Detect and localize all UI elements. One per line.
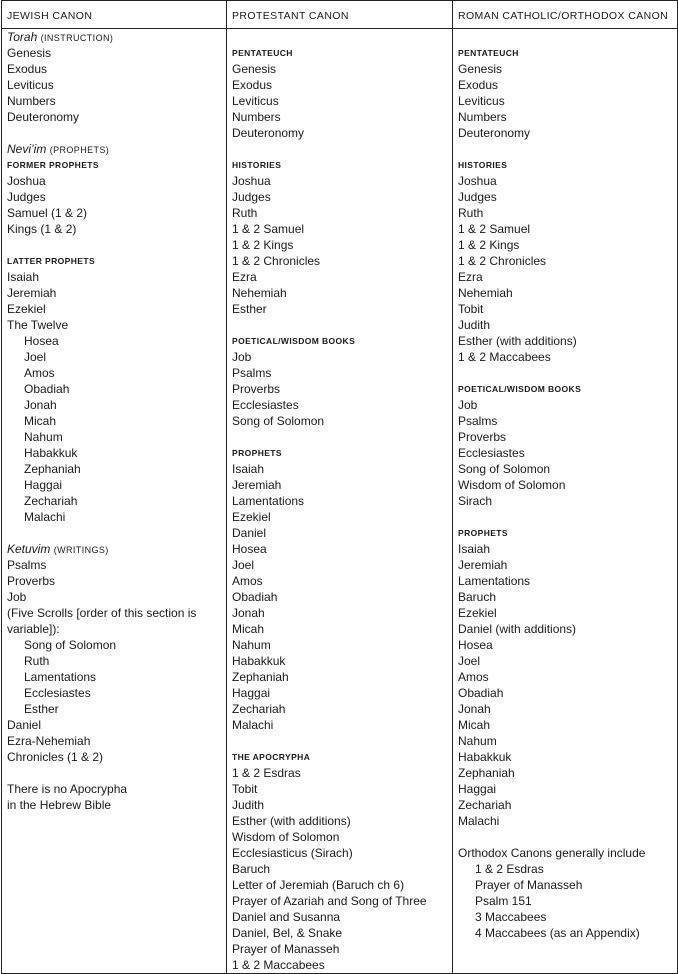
book-item: Numbers bbox=[232, 110, 281, 124]
book-item: Habakkuk bbox=[232, 654, 286, 668]
book-item: Isaiah bbox=[458, 542, 491, 556]
section-label: PENTATEUCH bbox=[458, 48, 519, 58]
book-item: Micah bbox=[232, 622, 265, 636]
book-item: Lamentations bbox=[24, 670, 97, 684]
book-item: Wisdom of Solomon bbox=[458, 478, 566, 492]
body-row bbox=[2, 29, 678, 974]
book-item: Ezra bbox=[458, 270, 483, 284]
book-item: Hosea bbox=[232, 542, 267, 556]
book-item: Judges bbox=[458, 190, 497, 204]
book-item: Baruch bbox=[458, 590, 497, 604]
book-item: Nahum bbox=[458, 734, 497, 748]
book-item: Ruth bbox=[232, 206, 258, 220]
book-item: Numbers bbox=[7, 94, 56, 108]
book-item: Daniel bbox=[7, 718, 42, 732]
protestant-canon-column bbox=[227, 29, 453, 974]
book-item: Job bbox=[7, 590, 27, 604]
spacer bbox=[458, 509, 677, 525]
torah-heading bbox=[7, 29, 226, 45]
book-item: Genesis bbox=[232, 62, 277, 76]
book-item: Psalms bbox=[232, 366, 272, 380]
book-item: Zephaniah bbox=[458, 766, 515, 780]
section-note: (WRITINGS) bbox=[53, 545, 109, 555]
catholic-canon-header: ROMAN CATHOLIC/ORTHODOX CANON bbox=[453, 1, 678, 29]
book-item: Amos bbox=[24, 366, 55, 380]
book-item: Song of Solomon bbox=[458, 462, 551, 476]
book-item: Prayer of Manasseh bbox=[232, 942, 340, 956]
book-item: Ezekiel bbox=[7, 302, 46, 316]
section-title: Ketuvim bbox=[7, 542, 51, 556]
spacer bbox=[232, 733, 452, 749]
book-item: Zephaniah bbox=[24, 462, 81, 476]
book-item: Haggai bbox=[458, 782, 497, 796]
book-item: Joshua bbox=[232, 174, 271, 188]
book-item: Jonah bbox=[458, 702, 491, 716]
section-label: POETICAL/WISDOM BOOKS bbox=[458, 384, 582, 394]
book-item: Proverbs bbox=[7, 574, 56, 588]
book-item: Nehemiah bbox=[458, 286, 513, 300]
book-item: Jeremiah bbox=[7, 286, 57, 300]
book-item: Malachi bbox=[24, 510, 66, 524]
spacer bbox=[458, 829, 677, 845]
book-item: Daniel, Bel, & Snake bbox=[232, 926, 343, 940]
book-item: Leviticus bbox=[7, 78, 54, 92]
book-item: 1 & 2 Samuel bbox=[232, 222, 305, 236]
book-item: Song of Solomon bbox=[232, 414, 325, 428]
book-item: Kings (1 & 2) bbox=[7, 222, 77, 236]
book-item: Jeremiah bbox=[232, 478, 282, 492]
book-item: Genesis bbox=[7, 46, 52, 60]
section-label: HISTORIES bbox=[458, 160, 508, 170]
book-item: Judith bbox=[458, 318, 491, 332]
spacer bbox=[7, 525, 226, 541]
book-item: Habakkuk bbox=[458, 750, 512, 764]
book-item: 1 & 2 Kings bbox=[458, 238, 520, 252]
book-item: Tobit bbox=[232, 782, 258, 796]
section-title: Torah bbox=[7, 30, 38, 44]
book-item: Haggai bbox=[24, 478, 63, 492]
book-item: Obadiah bbox=[458, 686, 504, 700]
book-item: Ruth bbox=[458, 206, 484, 220]
section-note: (INSTRUCTION) bbox=[40, 33, 114, 43]
spacer bbox=[232, 29, 452, 45]
section-label: POETICAL/WISDOM BOOKS bbox=[232, 336, 356, 346]
note-text: variable]): bbox=[7, 622, 60, 636]
ketuvim-heading bbox=[7, 541, 226, 557]
book-item: Prayer of Azariah and Song of Three bbox=[232, 894, 427, 908]
jewish-canon-column bbox=[2, 29, 227, 974]
book-item: Daniel and Susanna bbox=[232, 910, 341, 924]
book-item: Chronicles (1 & 2) bbox=[7, 750, 104, 764]
book-item: Jonah bbox=[232, 606, 265, 620]
spacer bbox=[232, 317, 452, 333]
book-item: 1 & 2 Chronicles bbox=[232, 254, 321, 268]
book-item: Baruch bbox=[232, 862, 271, 876]
spacer bbox=[458, 141, 677, 157]
canon-comparison-table bbox=[1, 0, 678, 974]
book-item: Nahum bbox=[232, 638, 271, 652]
book-item: Psalms bbox=[458, 414, 498, 428]
book-item: Zephaniah bbox=[232, 670, 289, 684]
section-note: (PROPHETS) bbox=[49, 145, 110, 155]
note-text: in the Hebrew Bible bbox=[7, 798, 112, 812]
book-item: Judith bbox=[232, 798, 265, 812]
book-item: The Twelve bbox=[7, 318, 69, 332]
book-item: Exodus bbox=[458, 78, 499, 92]
header-row bbox=[2, 1, 678, 29]
book-item: 1 & 2 Maccabees bbox=[458, 350, 551, 364]
book-item: Joshua bbox=[458, 174, 497, 188]
book-item: Samuel (1 & 2) bbox=[7, 206, 88, 220]
section-label: THE APOCRYPHA bbox=[232, 752, 311, 762]
book-item: Sirach bbox=[458, 494, 493, 508]
book-item: Lamentations bbox=[458, 574, 531, 588]
book-item: Habakkuk bbox=[24, 446, 78, 460]
book-item: Zechariah bbox=[458, 798, 512, 812]
spacer bbox=[7, 765, 226, 781]
book-item: 1 & 2 Maccabees bbox=[232, 958, 325, 972]
book-item: Ecclesiastes bbox=[24, 686, 91, 700]
book-item: Nahum bbox=[24, 430, 63, 444]
book-item: Joel bbox=[232, 558, 255, 572]
book-item: Psalm 151 bbox=[475, 894, 532, 908]
book-item: Tobit bbox=[458, 302, 484, 316]
book-item: Song of Solomon bbox=[24, 638, 117, 652]
book-item: Leviticus bbox=[458, 94, 505, 108]
section-label: PROPHETS bbox=[458, 528, 508, 538]
book-item: Ezekiel bbox=[232, 510, 271, 524]
book-item: Amos bbox=[232, 574, 263, 588]
book-item: Jeremiah bbox=[458, 558, 508, 572]
book-item: Proverbs bbox=[458, 430, 507, 444]
spacer bbox=[232, 429, 452, 445]
book-item: Deuteronomy bbox=[458, 126, 531, 140]
book-item: Hosea bbox=[458, 638, 493, 652]
book-item: 1 & 2 Esdras bbox=[475, 862, 544, 876]
book-item: Ezra-Nehemiah bbox=[7, 734, 91, 748]
book-item: Job bbox=[232, 350, 252, 364]
jewish-canon-header: JEWISH CANON bbox=[2, 1, 227, 29]
book-item: Leviticus bbox=[232, 94, 279, 108]
section-label: PROPHETS bbox=[232, 448, 282, 458]
neviim-heading bbox=[7, 141, 226, 157]
book-item: Ecclesiastes bbox=[232, 398, 299, 412]
book-item: Genesis bbox=[458, 62, 503, 76]
book-item: 3 Maccabees bbox=[475, 910, 547, 924]
book-item: Isaiah bbox=[7, 270, 40, 284]
book-item: Ecclesiastes bbox=[458, 446, 525, 460]
catholic-canon-column bbox=[453, 29, 678, 974]
book-item: Ezekiel bbox=[458, 606, 497, 620]
book-item: Obadiah bbox=[232, 590, 278, 604]
book-item: Isaiah bbox=[232, 462, 265, 476]
book-item: Numbers bbox=[458, 110, 507, 124]
subsection-label: LATTER PROPHETS bbox=[7, 256, 96, 266]
book-item: Joel bbox=[24, 350, 47, 364]
book-item: Daniel bbox=[232, 526, 267, 540]
book-item: Hosea bbox=[24, 334, 59, 348]
book-item: 1 & 2 Chronicles bbox=[458, 254, 547, 268]
book-item: Exodus bbox=[232, 78, 273, 92]
spacer bbox=[232, 141, 452, 157]
book-item: Ruth bbox=[24, 654, 50, 668]
book-item: Judges bbox=[232, 190, 271, 204]
spacer bbox=[458, 29, 677, 45]
book-item: Letter of Jeremiah (Baruch ch 6) bbox=[232, 878, 405, 892]
protestant-canon-header: PROTESTANT CANON bbox=[227, 1, 453, 29]
subsection-label: FORMER PROPHETS bbox=[7, 160, 99, 170]
note-text: There is no Apocrypha bbox=[7, 782, 128, 796]
spacer bbox=[7, 237, 226, 253]
book-item: Malachi bbox=[458, 814, 500, 828]
section-label: PENTATEUCH bbox=[232, 48, 293, 58]
book-item: Ezra bbox=[232, 270, 257, 284]
book-item: Esther (with additions) bbox=[232, 814, 351, 828]
book-item: Prayer of Manasseh bbox=[475, 878, 583, 892]
book-item: Wisdom of Solomon bbox=[232, 830, 340, 844]
book-item: Zechariah bbox=[24, 494, 78, 508]
section-title: Nevi’im bbox=[7, 142, 47, 156]
book-item: Deuteronomy bbox=[232, 126, 305, 140]
spacer bbox=[7, 125, 226, 141]
book-item: 4 Maccabees (as an Appendix) bbox=[475, 926, 640, 940]
book-item: Deuteronomy bbox=[7, 110, 80, 124]
book-item: Malachi bbox=[232, 718, 274, 732]
book-item: Judges bbox=[7, 190, 46, 204]
book-item: 1 & 2 Esdras bbox=[232, 766, 301, 780]
book-item: Daniel (with additions) bbox=[458, 622, 577, 636]
book-item: Joshua bbox=[7, 174, 46, 188]
book-item: 1 & 2 Kings bbox=[232, 238, 294, 252]
book-item: Proverbs bbox=[232, 382, 281, 396]
book-item: Lamentations bbox=[232, 494, 305, 508]
section-label: HISTORIES bbox=[232, 160, 282, 170]
book-item: Haggai bbox=[232, 686, 271, 700]
book-item: Esther bbox=[24, 702, 59, 716]
book-item: Job bbox=[458, 398, 478, 412]
book-item: Nehemiah bbox=[232, 286, 287, 300]
book-item: Joel bbox=[458, 654, 481, 668]
book-item: Ecclesiasticus (Sirach) bbox=[232, 846, 353, 860]
book-item: Zechariah bbox=[232, 702, 286, 716]
book-item: Micah bbox=[24, 414, 57, 428]
spacer bbox=[458, 365, 677, 381]
book-item: Jonah bbox=[24, 398, 57, 412]
book-item: Exodus bbox=[7, 62, 48, 76]
book-item: Micah bbox=[458, 718, 491, 732]
book-item: 1 & 2 Samuel bbox=[458, 222, 531, 236]
book-item: Obadiah bbox=[24, 382, 70, 396]
book-item: Psalms bbox=[7, 558, 47, 572]
note-text: (Five Scrolls [order of this section is bbox=[7, 606, 197, 620]
book-item: Esther bbox=[232, 302, 267, 316]
book-item: Esther (with additions) bbox=[458, 334, 577, 348]
note-text: Orthodox Canons generally include bbox=[458, 846, 646, 860]
book-item: Amos bbox=[458, 670, 489, 684]
